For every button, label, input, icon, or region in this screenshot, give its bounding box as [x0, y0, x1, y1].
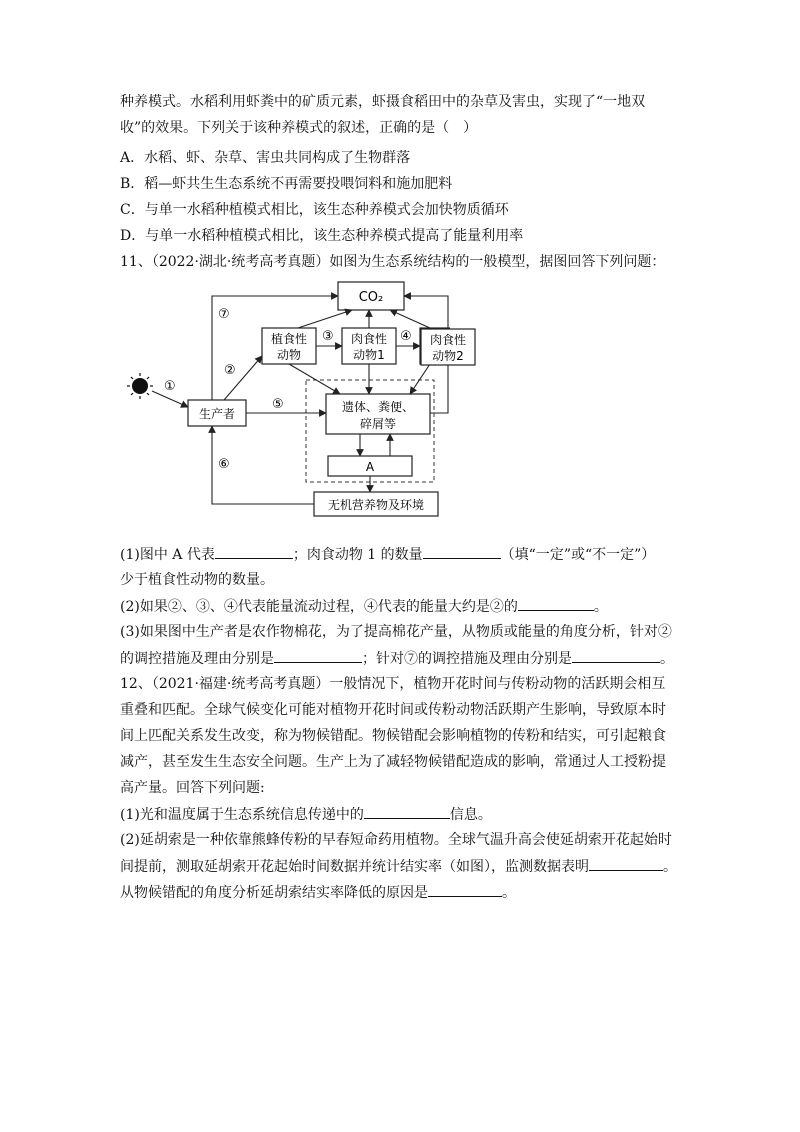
q12-sub2-text-c: 。 [663, 859, 677, 875]
q12-sub2-text-e: 。 [502, 885, 516, 901]
ecosystem-diagram [120, 278, 450, 523]
q12-stem-line3: 间上匹配关系发生改变，称为物候错配。物候错配会影响植物的传粉和结实，可引起粮食 [120, 728, 666, 744]
q12-stem-line4: 减产，甚至发生生态安全问题。生产上为了减轻物候错配造成的影响，常通过人工授粉提 [120, 754, 666, 770]
arrow-label-4: ④ [400, 329, 412, 344]
q12-sub1 [120, 804, 492, 825]
answer-blank[interactable] [423, 544, 501, 559]
q12-sub2-text-d: 从物候错配的角度分析延胡索结实率降低的原因是 [120, 885, 428, 901]
q12-stem-line2: 重叠和匹配。全球气候变化可能对植物开花时间或传粉动物活跃期产生影响，导致原本时 [120, 702, 666, 718]
producer-label: 生产者 [198, 407, 236, 421]
carnivore2-overlay [420, 328, 476, 366]
carnivore1-label-2: 动物1 [353, 348, 385, 362]
q11-sub3-line2 [120, 648, 674, 669]
q12-sub2-line1: (2)延胡索是一种依靠熊蜂传粉的早春短命药用植物。全球气温升高会使延胡索开花起始时 [120, 832, 672, 848]
answer-blank[interactable] [215, 544, 293, 559]
answer-blank[interactable] [518, 596, 594, 611]
detritus-label-1: 遗体、粪便、 [341, 400, 415, 414]
answer-blank[interactable] [589, 856, 663, 871]
arrow-label-7: ⑦ [218, 307, 230, 322]
q12-sub2-line3 [120, 882, 516, 903]
arrow-label-3: ③ [322, 329, 334, 344]
q11-sub3-text-c: ；针对⑦的调控措施及理由分别是 [362, 651, 572, 667]
arrow-label-2: ② [224, 363, 236, 378]
q10-option-c: C．与单一水稻种植模式相比，该生态种养模式会加快物质循环 [120, 202, 509, 218]
a-label: A [365, 460, 375, 474]
q11-sub2 [120, 596, 608, 617]
q10-option-b: B．稻—虾共生生态系统不再需要投喂饲料和施加肥料 [120, 176, 453, 192]
q10-option-d: D．与单一水稻种植模式相比，该生态种养模式提高了能量利用率 [120, 228, 524, 244]
q11-sub1-line1 [120, 544, 655, 565]
co2-label: CO₂ [358, 290, 384, 305]
q12-sub1-text-a: (1)光和温度属于生态系统信息传递中的 [120, 807, 364, 823]
sun-icon [127, 373, 153, 399]
arrow-label-5: ⑤ [272, 397, 284, 412]
q11-sub1-text-a: (1)图中 A 代表 [120, 547, 215, 563]
q12-sub2-text-b: 间提前，测取延胡索开花起始时间数据并统计结实率（如图），监测数据表明 [120, 859, 589, 875]
carnivore1-label-1: 肉食性 [350, 332, 388, 346]
q10-stem-line2: 收”的效果。下列关于该种养模式的叙述，正确的是（ ） [120, 120, 478, 136]
q11-sub3-text-d: 。 [660, 651, 674, 667]
q11-sub1-line2: 少于植食性动物的数量。 [120, 572, 274, 588]
q11-sub2-text-a: (2)如果②、③、④代表能量流动过程，④代表的能量大约是②的 [120, 599, 518, 615]
answer-blank[interactable] [274, 648, 362, 663]
q10-option-a: A．水稻、虾、杂草、害虫共同构成了生物群落 [120, 150, 411, 166]
q11-sub2-text-b: 。 [593, 599, 608, 615]
q11-sub3-text-b: 的调控措施及理由分别是 [120, 651, 274, 667]
answer-blank[interactable] [428, 882, 502, 897]
q12-stem-line5: 高产量。回答下列问题: [120, 780, 265, 796]
q11-sub3-line1: (3)如果图中生产者是农作物棉花，为了提高棉花产量，从物质或能量的角度分析，针对② [120, 624, 672, 640]
q11-title: 11、（2022·湖北·统考高考真题）如图为生态系统结构的一般模型，据图回答下列问题： [120, 254, 666, 270]
carnivore2-label-1: 肉食性 [429, 333, 467, 347]
carnivore2-label-2: 动物2 [432, 349, 464, 363]
inorganic-label: 无机营养物及环境 [327, 498, 425, 512]
q10-stem-line1: 种养模式。水稻利用虾粪中的矿质元素，虾摄食稻田中的杂草及害虫，实现了“一地双 [120, 94, 646, 110]
herbivore-label-1: 植食性 [270, 332, 308, 346]
q11-sub1-text-c: （填“一定”或“不一定”） [500, 547, 656, 563]
herbivore-label-2: 动物 [276, 348, 302, 362]
q12-stem-line1: 12、（2021·福建·统考高考真题）一般情况下，植物开花时间与传粉动物的活跃期会相互 [120, 676, 666, 692]
answer-blank[interactable] [572, 648, 660, 663]
q12-sub1-text-b: 信息。 [449, 807, 492, 823]
arrow-label-1: ① [164, 379, 176, 394]
detritus-label-2: 碎屑等 [359, 417, 397, 431]
q11-sub1-text-b: ；肉食动物 1 的数量 [292, 547, 423, 563]
q12-sub2-line2 [120, 856, 677, 877]
answer-blank[interactable] [364, 804, 450, 819]
arrow-label-6: ⑥ [218, 457, 230, 472]
